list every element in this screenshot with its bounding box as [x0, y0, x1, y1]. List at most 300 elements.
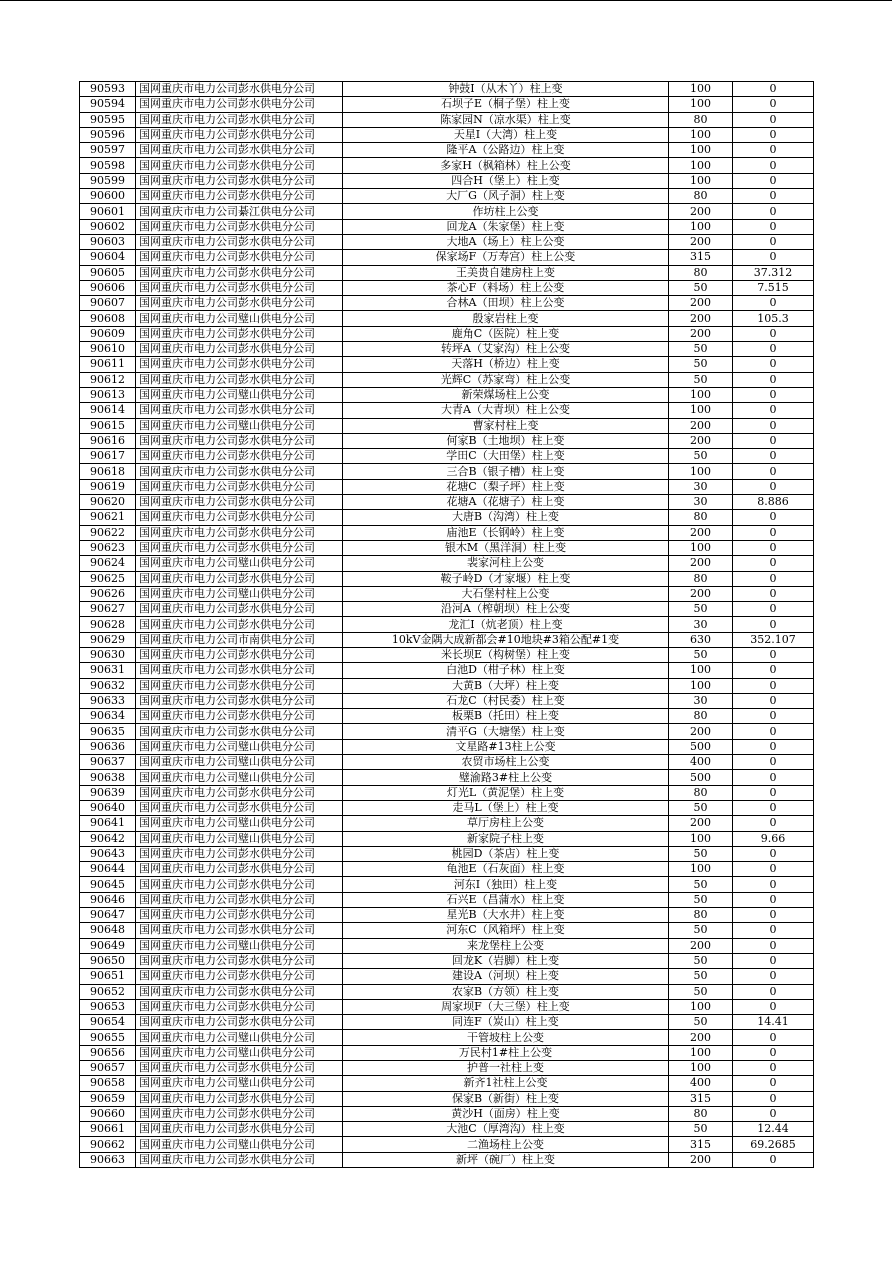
table-row — [80, 326, 814, 341]
col-id-cell: 90616 — [80, 433, 136, 448]
col-id-cell: 90620 — [80, 495, 136, 510]
col-station-cell: 裴家河柱上公变 — [343, 556, 669, 571]
col-value-cell: 0 — [733, 693, 814, 708]
col-id-cell: 90628 — [80, 617, 136, 632]
col-value-cell: 69.2685 — [733, 1137, 814, 1152]
col-station-cell: 茶心F（料场）柱上公变 — [343, 280, 669, 295]
col-capacity-cell: 80 — [669, 112, 733, 127]
table-row — [80, 923, 814, 938]
table-row — [80, 1137, 814, 1152]
col-id-cell: 90661 — [80, 1122, 136, 1137]
col-company-cell: 国网重庆市电力公司彭水供电分公司 — [136, 433, 343, 448]
table-row — [80, 938, 814, 953]
col-station-cell: 陈家园N（凉水渠）柱上变 — [343, 112, 669, 127]
col-capacity-cell: 100 — [669, 403, 733, 418]
col-company-cell: 国网重庆市电力公司彭水供电分公司 — [136, 862, 343, 877]
col-value-cell: 0 — [733, 204, 814, 219]
col-station-cell: 来龙堡柱上公变 — [343, 938, 669, 953]
table-row — [80, 678, 814, 693]
col-station-cell: 草厅房柱上公变 — [343, 816, 669, 831]
table-row — [80, 739, 814, 754]
col-company-cell: 国网重庆市电力公司彭水供电分公司 — [136, 189, 343, 204]
col-company-cell: 国网重庆市电力公司彭水供电分公司 — [136, 219, 343, 234]
col-id-cell: 90595 — [80, 112, 136, 127]
col-capacity-cell: 80 — [669, 908, 733, 923]
col-capacity-cell: 100 — [669, 663, 733, 678]
col-company-cell: 国网重庆市电力公司璧山供电分公司 — [136, 1076, 343, 1091]
col-company-cell: 国网重庆市电力公司璧山供电分公司 — [136, 1137, 343, 1152]
table-row — [80, 265, 814, 280]
col-id-cell: 90634 — [80, 709, 136, 724]
col-company-cell: 国网重庆市电力公司彭水供电分公司 — [136, 984, 343, 999]
col-company-cell: 国网重庆市电力公司彭水供电分公司 — [136, 173, 343, 188]
col-id-cell: 90624 — [80, 556, 136, 571]
col-id-cell: 90656 — [80, 1045, 136, 1060]
col-station-cell: 板栗B（托田）柱上变 — [343, 709, 669, 724]
col-capacity-cell: 30 — [669, 479, 733, 494]
col-value-cell: 8.886 — [733, 495, 814, 510]
col-capacity-cell: 30 — [669, 617, 733, 632]
col-station-cell: 隆平A（公路边）柱上变 — [343, 143, 669, 158]
col-capacity-cell: 50 — [669, 280, 733, 295]
col-value-cell: 0 — [733, 586, 814, 601]
col-id-cell: 90601 — [80, 204, 136, 219]
table-body — [80, 82, 814, 1168]
col-station-cell: 作坊柱上公变 — [343, 204, 669, 219]
col-value-cell: 0 — [733, 234, 814, 249]
col-station-cell: 石兴E（昌蒲水）柱上变 — [343, 892, 669, 907]
col-capacity-cell: 400 — [669, 1076, 733, 1091]
col-station-cell: 白池D（柑子林）柱上变 — [343, 663, 669, 678]
col-station-cell: 同连F（炭山）柱上变 — [343, 1015, 669, 1030]
col-station-cell: 天落H（桥边）柱上变 — [343, 357, 669, 372]
col-station-cell: 新齐1社柱上公变 — [343, 1076, 669, 1091]
table-row — [80, 1015, 814, 1030]
col-station-cell: 璧渝路3#柱上公变 — [343, 770, 669, 785]
col-capacity-cell: 200 — [669, 326, 733, 341]
col-company-cell: 国网重庆市电力公司彭水供电分公司 — [136, 602, 343, 617]
col-id-cell: 90632 — [80, 678, 136, 693]
col-station-cell: 回龙A（朱家堡）柱上变 — [343, 219, 669, 234]
col-capacity-cell: 315 — [669, 1091, 733, 1106]
transformer-table — [79, 81, 814, 1168]
table-row — [80, 862, 814, 877]
col-capacity-cell: 100 — [669, 1061, 733, 1076]
col-company-cell: 国网重庆市电力公司彭水供电分公司 — [136, 877, 343, 892]
col-id-cell: 90594 — [80, 97, 136, 112]
col-company-cell: 国网重庆市电力公司璧山供电分公司 — [136, 938, 343, 953]
col-value-cell: 0 — [733, 372, 814, 387]
col-station-cell: 光辉C（苏家弯）柱上公变 — [343, 372, 669, 387]
col-id-cell: 90610 — [80, 342, 136, 357]
col-capacity-cell: 50 — [669, 342, 733, 357]
col-station-cell: 银木M（黑洋洞）柱上变 — [343, 540, 669, 555]
col-value-cell: 0 — [733, 953, 814, 968]
col-company-cell: 国网重庆市电力公司璧山供电分公司 — [136, 739, 343, 754]
col-company-cell: 国网重庆市电力公司彭水供电分公司 — [136, 342, 343, 357]
col-station-cell: 万民村1#柱上公变 — [343, 1045, 669, 1060]
col-capacity-cell: 100 — [669, 678, 733, 693]
col-station-cell: 农家B（方领）柱上变 — [343, 984, 669, 999]
col-station-cell: 多家H（枫箱林）柱上公变 — [343, 158, 669, 173]
col-capacity-cell: 80 — [669, 709, 733, 724]
col-station-cell: 清平G（大塘堡）柱上变 — [343, 724, 669, 739]
table-row — [80, 433, 814, 448]
col-id-cell: 90641 — [80, 816, 136, 831]
col-capacity-cell: 50 — [669, 647, 733, 662]
col-company-cell: 国网重庆市电力公司彭水供电分公司 — [136, 923, 343, 938]
col-company-cell: 国网重庆市电力公司彭水供电分公司 — [136, 693, 343, 708]
col-company-cell: 国网重庆市电力公司彭水供电分公司 — [136, 495, 343, 510]
col-value-cell: 0 — [733, 770, 814, 785]
col-company-cell: 国网重庆市电力公司彭水供电分公司 — [136, 143, 343, 158]
col-station-cell: 10kV金隅大成新都会#10地块#3箱公配#1变 — [343, 632, 669, 647]
col-station-cell: 大青A（大青坝）柱上公变 — [343, 403, 669, 418]
col-station-cell: 转坪A（艾家沟）柱上公变 — [343, 342, 669, 357]
col-company-cell: 国网重庆市电力公司彭水供电分公司 — [136, 1106, 343, 1121]
col-capacity-cell: 80 — [669, 510, 733, 525]
col-capacity-cell: 80 — [669, 1106, 733, 1121]
col-value-cell: 0 — [733, 602, 814, 617]
col-id-cell: 90598 — [80, 158, 136, 173]
col-company-cell: 国网重庆市电力公司璧山供电分公司 — [136, 816, 343, 831]
col-capacity-cell: 200 — [669, 525, 733, 540]
col-capacity-cell: 200 — [669, 311, 733, 326]
col-station-cell: 二渔场柱上公变 — [343, 1137, 669, 1152]
col-station-cell: 大黄B（大坪）柱上变 — [343, 678, 669, 693]
col-capacity-cell: 50 — [669, 357, 733, 372]
table-row — [80, 112, 814, 127]
col-value-cell: 12.44 — [733, 1122, 814, 1137]
col-value-cell: 0 — [733, 724, 814, 739]
table-row — [80, 969, 814, 984]
col-company-cell: 国网重庆市电力公司彭水供电分公司 — [136, 709, 343, 724]
col-value-cell: 0 — [733, 82, 814, 97]
col-capacity-cell: 100 — [669, 97, 733, 112]
table-row — [80, 387, 814, 402]
col-value-cell: 0 — [733, 1045, 814, 1060]
col-capacity-cell: 200 — [669, 1030, 733, 1045]
col-capacity-cell: 100 — [669, 143, 733, 158]
table-row — [80, 1106, 814, 1121]
col-value-cell: 0 — [733, 800, 814, 815]
col-value-cell: 0 — [733, 189, 814, 204]
col-id-cell: 90629 — [80, 632, 136, 647]
col-station-cell: 何家B（土地坝）柱上变 — [343, 433, 669, 448]
col-value-cell: 0 — [733, 326, 814, 341]
col-station-cell: 龟池E（石灰面）柱上变 — [343, 862, 669, 877]
table-row — [80, 204, 814, 219]
col-value-cell: 0 — [733, 647, 814, 662]
table-row — [80, 82, 814, 97]
col-capacity-cell: 50 — [669, 846, 733, 861]
table-row — [80, 311, 814, 326]
table-row — [80, 571, 814, 586]
table-row — [80, 785, 814, 800]
col-id-cell: 90660 — [80, 1106, 136, 1121]
col-value-cell: 0 — [733, 296, 814, 311]
table-row — [80, 816, 814, 831]
col-station-cell: 新荣煤场柱上公变 — [343, 387, 669, 402]
table-row — [80, 586, 814, 601]
col-id-cell: 90652 — [80, 984, 136, 999]
col-value-cell: 0 — [733, 418, 814, 433]
table-row — [80, 127, 814, 142]
col-capacity-cell: 80 — [669, 189, 733, 204]
col-id-cell: 90658 — [80, 1076, 136, 1091]
col-value-cell: 352.107 — [733, 632, 814, 647]
col-capacity-cell: 200 — [669, 433, 733, 448]
col-capacity-cell: 200 — [669, 1152, 733, 1167]
col-capacity-cell: 200 — [669, 586, 733, 601]
col-capacity-cell: 100 — [669, 387, 733, 402]
col-value-cell: 0 — [733, 433, 814, 448]
col-id-cell: 90663 — [80, 1152, 136, 1167]
col-value-cell: 0 — [733, 877, 814, 892]
col-value-cell: 0 — [733, 816, 814, 831]
col-id-cell: 90650 — [80, 953, 136, 968]
table-row — [80, 372, 814, 387]
table-row — [80, 617, 814, 632]
col-station-cell: 保家B（新街）柱上变 — [343, 1091, 669, 1106]
col-station-cell: 农贸市场柱上公变 — [343, 755, 669, 770]
col-id-cell: 90611 — [80, 357, 136, 372]
col-id-cell: 90643 — [80, 846, 136, 861]
col-value-cell: 0 — [733, 999, 814, 1014]
col-value-cell: 0 — [733, 938, 814, 953]
col-value-cell: 0 — [733, 571, 814, 586]
page-top-rule — [0, 0, 892, 1]
table-row — [80, 556, 814, 571]
table-row — [80, 158, 814, 173]
col-station-cell: 曹家村柱上变 — [343, 418, 669, 433]
table-row — [80, 1061, 814, 1076]
col-id-cell: 90648 — [80, 923, 136, 938]
col-company-cell: 国网重庆市电力公司彭水供电分公司 — [136, 969, 343, 984]
table-row — [80, 709, 814, 724]
col-capacity-cell: 50 — [669, 372, 733, 387]
col-id-cell: 90649 — [80, 938, 136, 953]
col-company-cell: 国网重庆市电力公司彭水供电分公司 — [136, 296, 343, 311]
table-row — [80, 663, 814, 678]
col-company-cell: 国网重庆市电力公司璧山供电分公司 — [136, 770, 343, 785]
col-id-cell: 90621 — [80, 510, 136, 525]
col-id-cell: 90655 — [80, 1030, 136, 1045]
col-capacity-cell: 200 — [669, 234, 733, 249]
col-value-cell: 14.41 — [733, 1015, 814, 1030]
col-value-cell: 0 — [733, 158, 814, 173]
col-capacity-cell: 50 — [669, 1122, 733, 1137]
table-row — [80, 602, 814, 617]
col-value-cell: 0 — [733, 908, 814, 923]
col-company-cell: 国网重庆市电力公司彭水供电分公司 — [136, 403, 343, 418]
col-capacity-cell: 100 — [669, 173, 733, 188]
col-value-cell: 0 — [733, 449, 814, 464]
col-id-cell: 90597 — [80, 143, 136, 158]
table-row — [80, 250, 814, 265]
col-station-cell: 钟鼓I（从木丫）柱上变 — [343, 82, 669, 97]
col-station-cell: 走马L（堡上）柱上变 — [343, 800, 669, 815]
col-company-cell: 国网重庆市电力公司彭水供电分公司 — [136, 1015, 343, 1030]
col-company-cell: 国网重庆市电力公司彭水供电分公司 — [136, 479, 343, 494]
col-capacity-cell: 315 — [669, 1137, 733, 1152]
col-station-cell: 石坝子E（桐子堡）柱上变 — [343, 97, 669, 112]
col-id-cell: 90622 — [80, 525, 136, 540]
col-company-cell: 国网重庆市电力公司彭水供电分公司 — [136, 1091, 343, 1106]
col-station-cell: 大厂G（风子洞）柱上变 — [343, 189, 669, 204]
col-station-cell: 学田C（大田堡）柱上变 — [343, 449, 669, 464]
col-id-cell: 90639 — [80, 785, 136, 800]
col-value-cell: 37.312 — [733, 265, 814, 280]
col-capacity-cell: 200 — [669, 418, 733, 433]
col-capacity-cell: 80 — [669, 265, 733, 280]
col-company-cell: 国网重庆市电力公司璧山供电分公司 — [136, 1030, 343, 1045]
col-company-cell: 国网重庆市电力公司彭水供电分公司 — [136, 617, 343, 632]
table-row — [80, 479, 814, 494]
col-capacity-cell: 200 — [669, 816, 733, 831]
table-row — [80, 1030, 814, 1045]
table-row — [80, 540, 814, 555]
col-station-cell: 灯光L（黄泥堡）柱上变 — [343, 785, 669, 800]
col-company-cell: 国网重庆市电力公司彭水供电分公司 — [136, 372, 343, 387]
col-id-cell: 90596 — [80, 127, 136, 142]
col-id-cell: 90645 — [80, 877, 136, 892]
table-row — [80, 234, 814, 249]
col-company-cell: 国网重庆市电力公司璧山供电分公司 — [136, 755, 343, 770]
table-row — [80, 647, 814, 662]
col-value-cell: 0 — [733, 923, 814, 938]
col-station-cell: 庙池E（长钢岭）柱上变 — [343, 525, 669, 540]
col-company-cell: 国网重庆市电力公司彭水供电分公司 — [136, 953, 343, 968]
table-row — [80, 510, 814, 525]
col-station-cell: 殷家岩柱上变 — [343, 311, 669, 326]
col-company-cell: 国网重庆市电力公司彭水供电分公司 — [136, 724, 343, 739]
col-capacity-cell: 100 — [669, 540, 733, 555]
col-company-cell: 国网重庆市电力公司彭水供电分公司 — [136, 892, 343, 907]
col-company-cell: 国网重庆市电力公司彭水供电分公司 — [136, 647, 343, 662]
col-value-cell: 0 — [733, 1152, 814, 1167]
col-id-cell: 90644 — [80, 862, 136, 877]
col-value-cell: 0 — [733, 969, 814, 984]
col-company-cell: 国网重庆市电力公司彭水供电分公司 — [136, 571, 343, 586]
col-id-cell: 90609 — [80, 326, 136, 341]
col-value-cell: 0 — [733, 173, 814, 188]
col-id-cell: 90613 — [80, 387, 136, 402]
col-station-cell: 星光B（大水井）柱上变 — [343, 908, 669, 923]
col-company-cell: 国网重庆市电力公司彭水供电分公司 — [136, 1122, 343, 1137]
col-company-cell: 国网重庆市电力公司彭水供电分公司 — [136, 280, 343, 295]
col-capacity-cell: 50 — [669, 800, 733, 815]
col-company-cell: 国网重庆市电力公司彭水供电分公司 — [136, 1152, 343, 1167]
col-station-cell: 王美贵自建房柱上变 — [343, 265, 669, 280]
col-id-cell: 90631 — [80, 663, 136, 678]
col-capacity-cell: 50 — [669, 877, 733, 892]
col-id-cell: 90627 — [80, 602, 136, 617]
col-station-cell: 保家场F（万寿宫）柱上公变 — [343, 250, 669, 265]
col-company-cell: 国网重庆市电力公司璧山供电分公司 — [136, 418, 343, 433]
col-value-cell: 0 — [733, 1061, 814, 1076]
col-capacity-cell: 50 — [669, 969, 733, 984]
col-value-cell: 0 — [733, 1091, 814, 1106]
col-company-cell: 国网重庆市电力公司彭水供电分公司 — [136, 510, 343, 525]
col-capacity-cell: 80 — [669, 785, 733, 800]
table-row — [80, 342, 814, 357]
col-value-cell: 0 — [733, 846, 814, 861]
table-row — [80, 403, 814, 418]
col-id-cell: 90626 — [80, 586, 136, 601]
table-row — [80, 464, 814, 479]
col-station-cell: 四合H（堡上）柱上变 — [343, 173, 669, 188]
col-value-cell: 0 — [733, 112, 814, 127]
col-company-cell: 国网重庆市电力公司璧山供电分公司 — [136, 1045, 343, 1060]
col-company-cell: 国网重庆市电力公司彭水供电分公司 — [136, 250, 343, 265]
col-company-cell: 国网重庆市电力公司璧山供电分公司 — [136, 311, 343, 326]
col-capacity-cell: 500 — [669, 739, 733, 754]
col-station-cell: 回龙K（岩脚）柱上变 — [343, 953, 669, 968]
col-id-cell: 90605 — [80, 265, 136, 280]
col-id-cell: 90640 — [80, 800, 136, 815]
col-id-cell: 90600 — [80, 189, 136, 204]
col-station-cell: 鹿角C（医院）柱上变 — [343, 326, 669, 341]
col-station-cell: 大池C（厚湾沟）柱上变 — [343, 1122, 669, 1137]
col-station-cell: 沿河A（榨朝坝）柱上公变 — [343, 602, 669, 617]
col-value-cell: 0 — [733, 984, 814, 999]
col-id-cell: 90593 — [80, 82, 136, 97]
col-id-cell: 90625 — [80, 571, 136, 586]
col-company-cell: 国网重庆市电力公司彭水供电分公司 — [136, 540, 343, 555]
col-value-cell: 0 — [733, 663, 814, 678]
table-row — [80, 173, 814, 188]
col-station-cell: 鞍子岭D（才家堰）柱上变 — [343, 571, 669, 586]
table-row — [80, 143, 814, 158]
col-capacity-cell: 100 — [669, 127, 733, 142]
col-id-cell: 90633 — [80, 693, 136, 708]
col-id-cell: 90619 — [80, 479, 136, 494]
col-station-cell: 建设A（河坝）柱上变 — [343, 969, 669, 984]
col-company-cell: 国网重庆市电力公司璧山供电分公司 — [136, 387, 343, 402]
col-company-cell: 国网重庆市电力公司彭水供电分公司 — [136, 663, 343, 678]
table-row — [80, 846, 814, 861]
col-capacity-cell: 80 — [669, 571, 733, 586]
col-id-cell: 90602 — [80, 219, 136, 234]
col-capacity-cell: 50 — [669, 602, 733, 617]
col-value-cell: 0 — [733, 785, 814, 800]
col-id-cell: 90614 — [80, 403, 136, 418]
col-company-cell: 国网重庆市电力公司彭水供电分公司 — [136, 464, 343, 479]
col-value-cell: 0 — [733, 342, 814, 357]
table-row — [80, 892, 814, 907]
col-value-cell: 0 — [733, 678, 814, 693]
col-company-cell: 国网重庆市电力公司彭水供电分公司 — [136, 127, 343, 142]
col-capacity-cell: 100 — [669, 1045, 733, 1060]
col-station-cell: 花塘A（花塘子）柱上变 — [343, 495, 669, 510]
table-row — [80, 418, 814, 433]
col-station-cell: 新家院子柱上变 — [343, 831, 669, 846]
col-value-cell: 0 — [733, 479, 814, 494]
col-value-cell: 0 — [733, 464, 814, 479]
table-row — [80, 755, 814, 770]
col-value-cell: 105.3 — [733, 311, 814, 326]
table-row — [80, 1091, 814, 1106]
col-station-cell: 大地A（场上）柱上公变 — [343, 234, 669, 249]
table-row — [80, 357, 814, 372]
col-value-cell: 9.66 — [733, 831, 814, 846]
col-company-cell: 国网重庆市电力公司彭水供电分公司 — [136, 82, 343, 97]
col-id-cell: 90630 — [80, 647, 136, 662]
col-capacity-cell: 200 — [669, 204, 733, 219]
col-id-cell: 90623 — [80, 540, 136, 555]
col-company-cell: 国网重庆市电力公司彭水供电分公司 — [136, 357, 343, 372]
